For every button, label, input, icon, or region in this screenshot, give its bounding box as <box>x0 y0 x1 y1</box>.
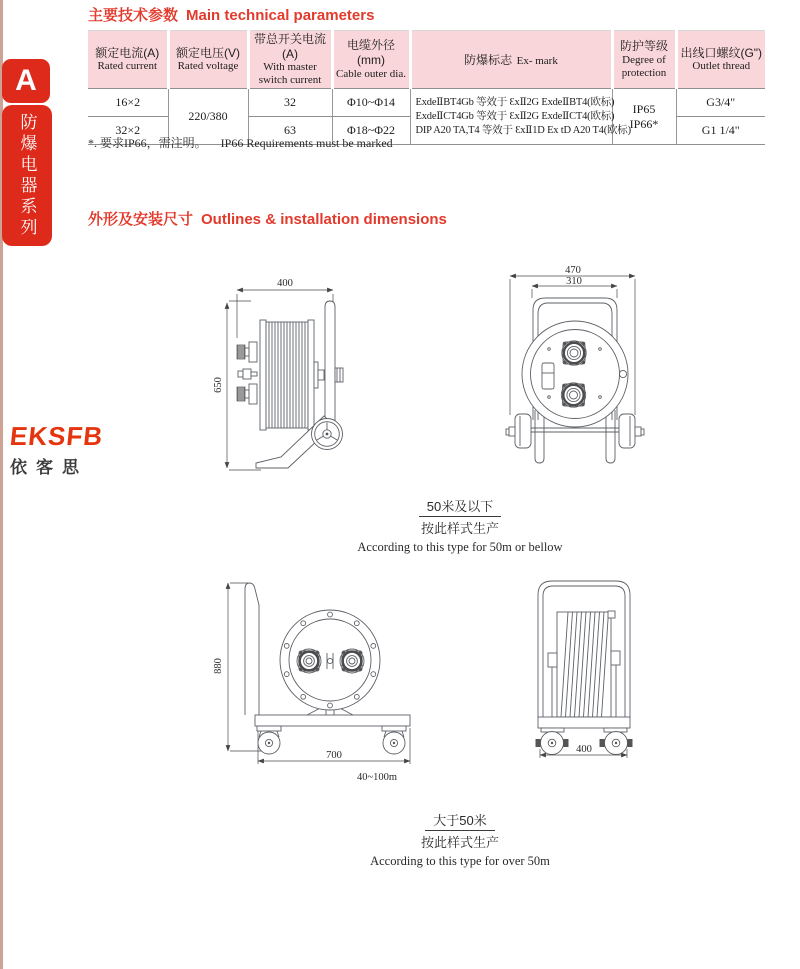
dim-label-400: 400 <box>576 744 592 755</box>
section-title-en: Outlines & installation dimensions <box>201 211 447 228</box>
plug-connector-lower <box>237 384 257 404</box>
brand-name: EKSFB <box>8 421 105 451</box>
cell-current-1: 16×2 <box>88 89 168 117</box>
header-ex-mark: 防爆标志 Ex- mark <box>410 31 612 89</box>
cell-ex-mark: ExdeⅡBT4Gb 等效于 ƐxⅡ2G ExdeⅡBT4(欧标) ExdeⅡCT4Gb 等效于 ƐxⅡ2G ExdeⅡCT4(欧标) DIP A20 TA,T4 等效于 ƐxⅡ1D Ex tD A20 T4(欧标) <box>410 89 612 145</box>
dim-label-700: 700 <box>326 750 342 761</box>
cell-current-2: 32×2 <box>88 117 168 145</box>
drawing-reel-side-view <box>185 272 405 482</box>
drawing-trolley-front-view <box>195 565 435 795</box>
dim-label-880: 880 <box>213 658 224 674</box>
caster-left <box>257 726 281 754</box>
caster-left <box>536 728 569 755</box>
drawing-reel-front-view <box>480 260 700 470</box>
cell-cable-2: Φ18~Φ22 <box>332 117 410 145</box>
header-rated-current: 额定电流(A) Rated current <box>88 31 168 89</box>
table-row <box>88 89 765 117</box>
header-protection: 防护等级 Degree of protection <box>612 31 676 89</box>
table-header-row <box>88 31 765 89</box>
dim-label-400: 400 <box>277 278 293 289</box>
plug-connector-upper <box>237 342 257 362</box>
dim-label-470: 470 <box>565 265 581 276</box>
range-label: 40~100m <box>356 772 398 783</box>
cell-cable-1: Φ10~Φ14 <box>332 89 410 117</box>
parameters-table <box>88 30 765 145</box>
cell-switch-2: 63 <box>248 117 332 145</box>
cell-thread-2: G1 1/4" <box>676 117 765 145</box>
caster-right <box>600 728 633 755</box>
drawing-trolley-side-view <box>490 565 690 795</box>
section-title-outlines <box>88 208 447 229</box>
header-outlet-thread: 出线口螺纹(G") Outlet thread <box>676 31 765 89</box>
section-title-en: Main technical parameters <box>186 7 375 24</box>
section-title-zh: 外形及安装尺寸 <box>88 211 194 228</box>
section-title-zh: 主要技术参数 <box>88 7 179 24</box>
section-title-parameters <box>88 4 374 25</box>
table-footnote: *. 要求IP66，需注明。 IP66 Requirements must be marked <box>88 136 393 150</box>
caption-under-50m: 50米及以下 按此样式生产 According to this type for 50m or bellow <box>300 496 620 555</box>
caster-right <box>382 726 406 754</box>
cell-voltage: 220/380 <box>168 89 248 145</box>
sidebar-series-text: 防爆电器系列 <box>17 112 37 239</box>
caption-over-50m: 大于50米 按此样式生产 According to this type for over 50m <box>300 810 620 869</box>
cell-thread-1: G3/4" <box>676 89 765 117</box>
dim-label-650: 650 <box>213 377 224 393</box>
cell-switch-1: 32 <box>248 89 332 117</box>
cell-protection: IP65 IP66* <box>612 89 676 145</box>
dim-label-310: 310 <box>566 276 582 287</box>
header-switch-current: 带总开关电流(A) With master switch current <box>248 31 332 89</box>
sidebar-series-label <box>2 105 52 246</box>
sidebar-tab-a: A <box>2 59 50 103</box>
header-rated-voltage: 额定电压(V) Rated voltage <box>168 31 248 89</box>
latch <box>238 369 257 379</box>
brand-logo <box>10 421 120 478</box>
header-cable-dia: 电缆外径(mm) Cable outer dia. <box>332 31 410 89</box>
brand-name-chinese: 依客思 <box>10 458 88 477</box>
